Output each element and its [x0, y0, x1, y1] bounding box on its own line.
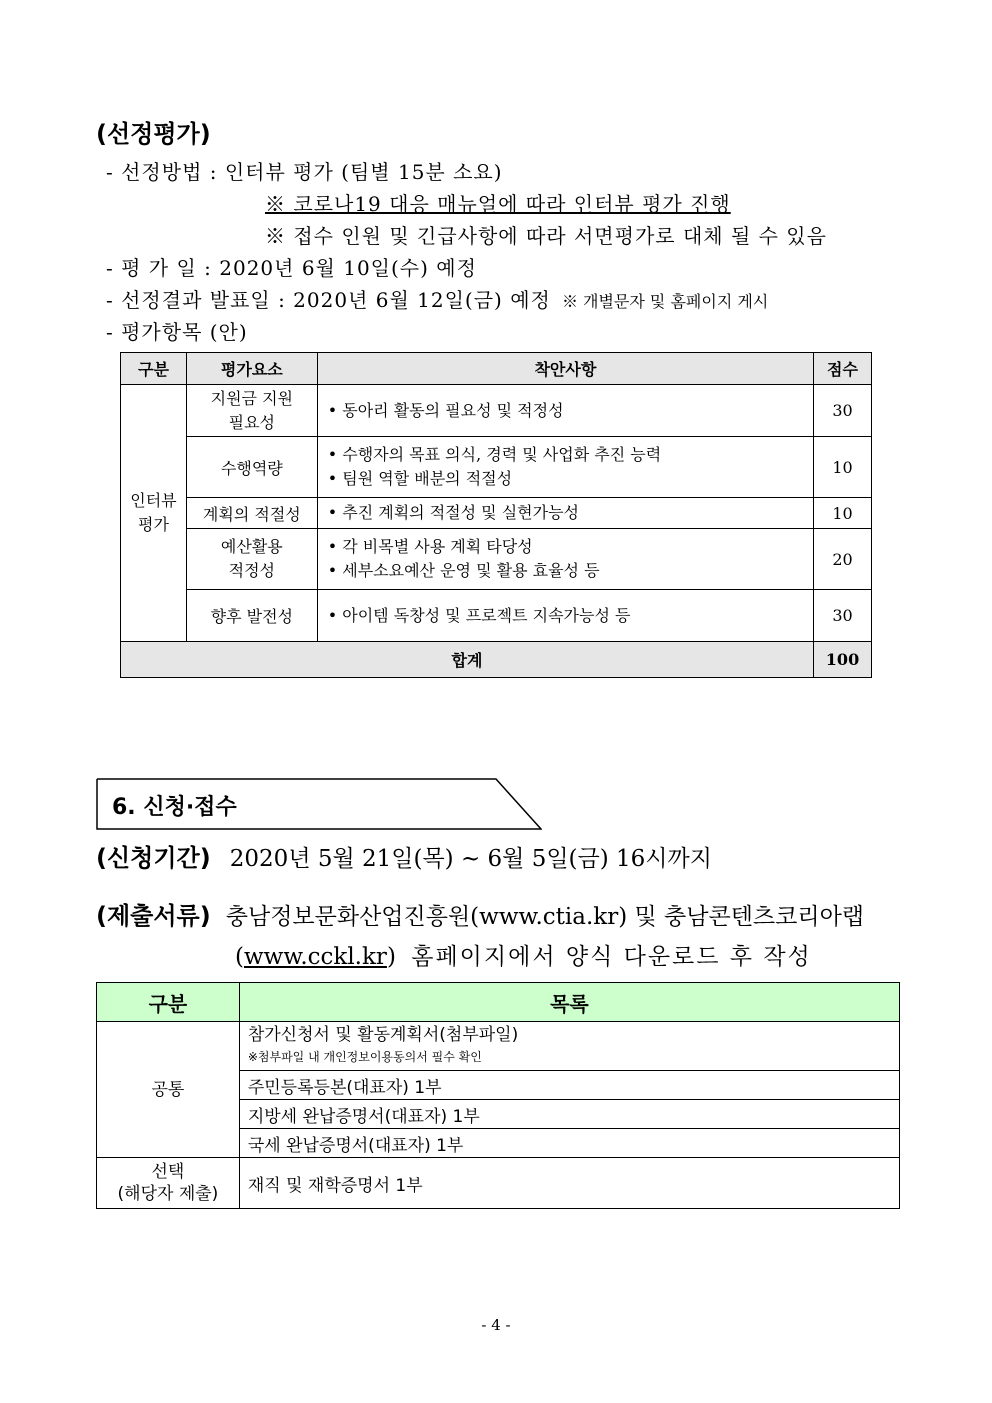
evaluation-table-header — [121, 353, 872, 385]
list-item: 재직 및 재학증명서 1부 — [239, 1158, 899, 1209]
header-points: 착안사항 — [317, 353, 813, 385]
documents-line-1-text: 충남정보문화산업진흥원(www.ctia.kr) 및 충남콘텐츠코리아랩 — [225, 904, 865, 930]
evaluation-table — [120, 352, 872, 678]
table-row — [121, 590, 872, 642]
evaluation-date: - 평 가 일 : 2020년 6월 10일(수) 예정 — [106, 256, 477, 280]
application-period — [96, 838, 712, 873]
table-row — [97, 1022, 900, 1071]
documents-line-2-text: 홈페이지에서 양식 다운로드 후 작성 — [411, 944, 812, 970]
total-row — [121, 642, 872, 678]
table-row — [121, 498, 872, 529]
points-cell: • 수행자의 목표 의식, 경력 및 사업화 추진 능력 • 팀원 역할 배분의 적절성 — [317, 437, 813, 498]
evaluation-items-label: - 평가항목 (안) — [106, 320, 248, 344]
element-cell: 예산활용 적정성 — [186, 529, 317, 590]
header-list: 목록 — [239, 983, 899, 1022]
score-cell: 30 — [814, 590, 872, 642]
points-cell: • 동아리 활동의 필요성 및 적정성 — [317, 385, 813, 437]
section-banner — [96, 778, 542, 830]
score-cell: 10 — [814, 498, 872, 529]
selection-heading: (선정평가) — [96, 120, 211, 148]
documents-table — [96, 982, 900, 1209]
list-item: 참가신청서 및 활동계획서(첨부파일) ※첨부파일 내 개인정보이용동의서 필수 확인 — [239, 1022, 899, 1071]
optional-label: 선택 (해당자 제출) — [97, 1158, 240, 1209]
header-element: 평가요소 — [186, 353, 317, 385]
header-category: 구분 — [121, 353, 187, 385]
points-cell: • 각 비목별 사용 계획 타당성 • 세부소요예산 운영 및 활용 효율성 등 — [317, 529, 813, 590]
table-row — [121, 529, 872, 590]
total-label: 합계 — [121, 642, 814, 678]
selection-note-2: ※ 접수 인원 및 긴급사항에 따라 서면평가로 대체 될 수 있음 — [265, 224, 827, 248]
list-item: 주민등록등본(대표자) 1부 — [239, 1071, 899, 1100]
announcement-note: ※ 개별문자 및 홈페이지 게시 — [561, 292, 769, 311]
list-item-note: ※첨부파일 내 개인정보이용동의서 필수 확인 — [247, 1050, 482, 1064]
score-cell: 30 — [814, 385, 872, 437]
table-row — [121, 385, 872, 437]
section-title: 6. 신청·접수 — [112, 795, 237, 820]
points-cell: • 추진 계획의 적절성 및 실현가능성 — [317, 498, 813, 529]
element-cell: 향후 발전성 — [186, 590, 317, 642]
list-item: 지방세 완납증명서(대표자) 1부 — [239, 1100, 899, 1129]
selection-note-1: ※ 코로나19 대응 매뉴얼에 따라 인터뷰 평가 진행 — [265, 192, 731, 216]
element-cell: 계획의 적절성 — [186, 498, 317, 529]
element-cell: 지원금 지원 필요성 — [186, 385, 317, 437]
points-cell: • 아이템 독창성 및 프로젝트 지속가능성 등 — [317, 590, 813, 642]
element-cell: 수행역량 — [186, 437, 317, 498]
table-row — [97, 1158, 900, 1209]
selection-method: - 선정방법 : 인터뷰 평가 (팀별 15분 소요) — [106, 160, 503, 184]
category-cell: 인터뷰 평가 — [121, 385, 187, 642]
documents-line-1 — [96, 896, 864, 931]
documents-line-2: (www.cckl.kr) 홈페이지에서 양식 다운로드 후 작성 — [235, 944, 812, 970]
score-cell: 10 — [814, 437, 872, 498]
period-value: 2020년 5월 21일(목) ~ 6월 5일(금) 16시까지 — [229, 846, 712, 872]
total-score: 100 — [814, 642, 872, 678]
page-number: - 4 - — [481, 1316, 511, 1334]
list-item: 국세 완납증명서(대표자) 1부 — [239, 1129, 899, 1158]
score-cell: 20 — [814, 529, 872, 590]
header-category: 구분 — [97, 983, 240, 1022]
common-label: 공통 — [97, 1022, 240, 1158]
table-row — [121, 437, 872, 498]
header-score: 점수 — [814, 353, 872, 385]
announcement-date: - 선정결과 발표일 : 2020년 6월 12일(금) 예정 — [106, 288, 551, 312]
period-label: (신청기간) — [96, 844, 211, 872]
announcement-line — [106, 284, 768, 313]
cckl-link[interactable]: www.cckl.kr — [243, 944, 387, 970]
documents-label: (제출서류) — [96, 902, 211, 930]
documents-table-header — [97, 983, 900, 1022]
